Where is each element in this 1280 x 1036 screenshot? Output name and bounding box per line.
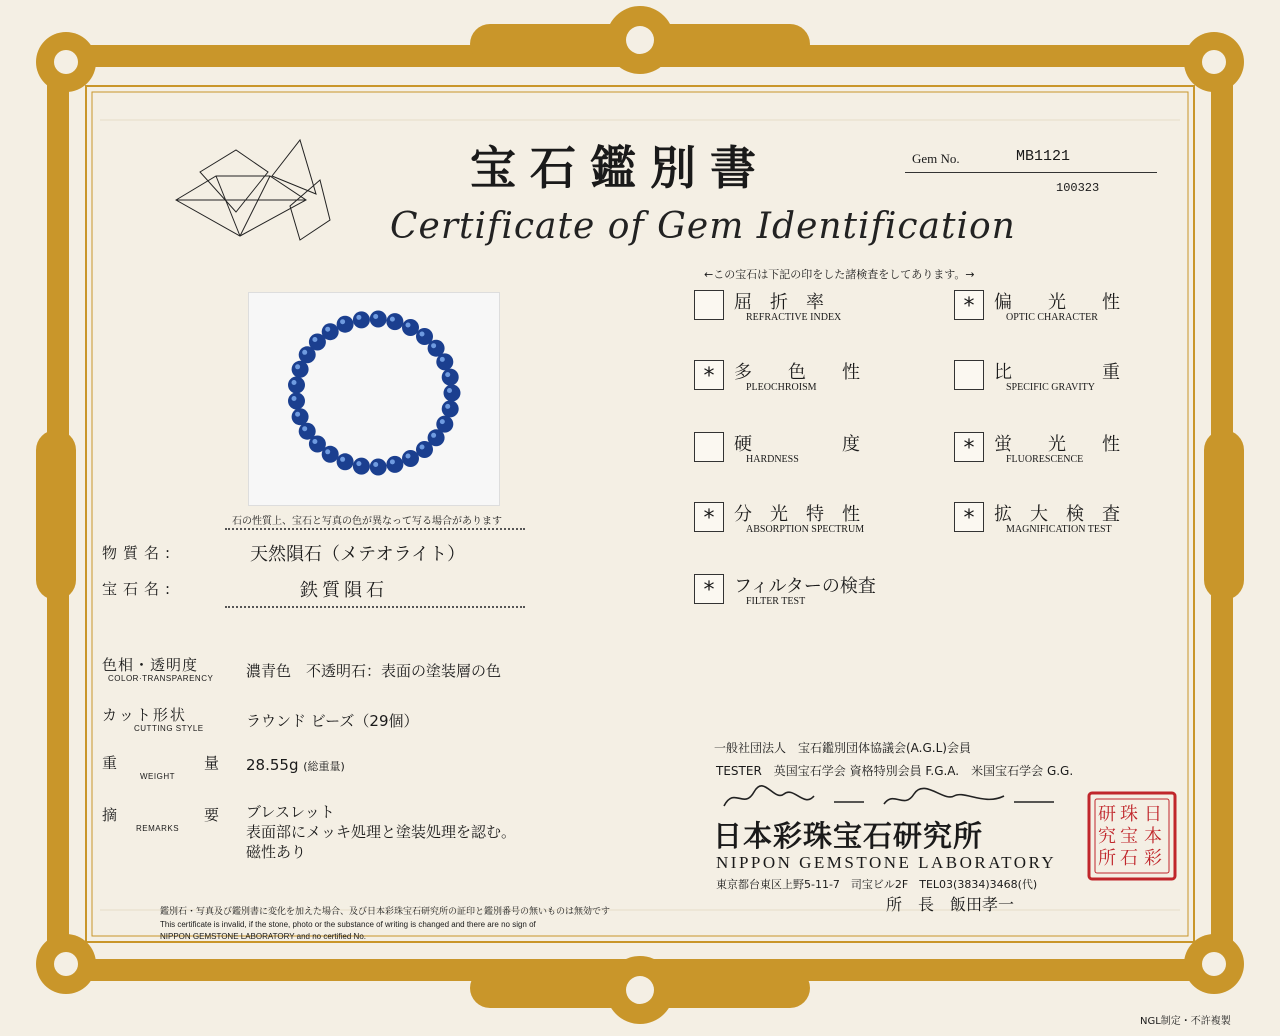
- gem-photo: [248, 292, 500, 506]
- bead: [353, 311, 370, 328]
- test-label-en: OPTIC CHARACTER: [1006, 312, 1098, 323]
- bead: [337, 316, 354, 333]
- gem-name-value: 鉄質隕石: [300, 580, 388, 601]
- test-checkbox: [954, 360, 984, 390]
- gem-no-sub: 100323: [1056, 181, 1100, 195]
- agl-line: 一般社団法人 宝石鑑別団体協議会(A.G.L)会員: [714, 741, 971, 755]
- weight-label-en: WEIGHT: [140, 772, 175, 781]
- cut-label-en: CUTTING STYLE: [134, 724, 204, 733]
- bead: [386, 313, 403, 330]
- corner-note: NGL制定・不許複製: [1140, 1016, 1231, 1027]
- bead-highlight: [390, 317, 395, 322]
- bead-highlight: [302, 350, 307, 355]
- svg-text:究: 究: [1098, 826, 1116, 847]
- footer-en-1: This certificate is invalid, if the stone, photo or the substance of writing is changed and there are no sign of: [160, 920, 536, 929]
- lab-director: 所 長 飯田孝一: [886, 895, 1015, 914]
- certificate-subtitle: Certificate of Gem Identification: [390, 206, 1016, 247]
- svg-text:所: 所: [1098, 848, 1116, 869]
- cut-label: カット形状: [102, 706, 187, 724]
- bead: [402, 319, 419, 336]
- bead: [370, 459, 387, 476]
- bead-highlight: [356, 461, 361, 466]
- bead: [444, 385, 461, 402]
- svg-text:珠: 珠: [1120, 804, 1138, 825]
- svg-text:石: 石: [1120, 848, 1138, 869]
- test-label: 比 重: [994, 362, 1120, 383]
- bead-highlight: [406, 454, 411, 459]
- tests-header: ←この宝石は下記の印をした諸検査をしてあります。→: [704, 268, 975, 281]
- test-label: 分 光 特 性: [734, 504, 860, 525]
- lab-seal: [1086, 790, 1178, 882]
- bead-highlight: [295, 412, 300, 417]
- bead: [370, 311, 387, 328]
- bead: [416, 441, 433, 458]
- color-label: 色相・透明度: [102, 656, 199, 674]
- bead-highlight: [340, 319, 345, 324]
- bead: [442, 369, 459, 386]
- test-label: フィルターの検査: [734, 576, 876, 597]
- svg-text:宝: 宝: [1120, 826, 1138, 847]
- test-checkbox: *: [954, 432, 984, 462]
- color-value: 濃青色 不透明石：表面の塗装層の色: [246, 662, 502, 680]
- test-label: 蛍 光 性: [994, 434, 1120, 455]
- bead-highlight: [292, 396, 297, 401]
- gem-no-label: Gem No.: [912, 151, 960, 166]
- test-label: 屈 折 率: [734, 292, 824, 313]
- bead-highlight: [420, 445, 425, 450]
- gem-no-value: MB1121: [1016, 148, 1071, 165]
- bead: [353, 458, 370, 475]
- weight-note: (総重量): [303, 760, 345, 773]
- certificate-title: 宝石鑑別書: [470, 141, 770, 195]
- bead-highlight: [373, 314, 378, 319]
- weight-label-2: 量: [204, 754, 226, 772]
- bead-highlight: [312, 337, 317, 342]
- bead-highlight: [406, 323, 411, 328]
- bead: [337, 453, 354, 470]
- remarks-label-1: 摘: [102, 806, 124, 824]
- remarks-label-en: REMARKS: [136, 824, 180, 833]
- color-label-en: COLOR·TRANSPARENCY: [108, 674, 214, 683]
- weight-label-1: 重: [102, 754, 124, 772]
- test-label: 拡 大 検 査: [994, 504, 1120, 525]
- bead: [288, 393, 305, 410]
- svg-text:本: 本: [1144, 826, 1162, 847]
- test-label: 硬 度: [734, 434, 860, 455]
- lab-name-ja: 日本彩珠宝石研究所: [713, 819, 984, 853]
- test-checkbox: [694, 290, 724, 320]
- svg-text:日: 日: [1144, 804, 1162, 825]
- material-value: 天然隕石（メテオライト）: [250, 544, 466, 565]
- remarks-label-2: 要: [204, 806, 226, 824]
- remarks-line: ブレスレット: [246, 803, 335, 821]
- tests-header-text: この宝石は下記の印をした諸検査をしてあります。: [713, 268, 966, 281]
- bead: [402, 450, 419, 467]
- bead-highlight: [292, 380, 297, 385]
- bead: [288, 377, 305, 394]
- bead-highlight: [302, 426, 307, 431]
- bead: [292, 408, 309, 425]
- bead-highlight: [390, 459, 395, 464]
- bead: [299, 423, 316, 440]
- test-checkbox: *: [694, 574, 724, 604]
- test-checkbox: *: [694, 360, 724, 390]
- test-label-en: FILTER TEST: [746, 596, 806, 607]
- bead-highlight: [445, 404, 450, 409]
- signature: [714, 782, 1084, 814]
- bead: [322, 323, 339, 340]
- divider: [225, 528, 525, 530]
- bead-highlight: [312, 439, 317, 444]
- weight-number: 28.55g: [246, 756, 299, 774]
- bead: [436, 353, 453, 370]
- test-checkbox: *: [954, 502, 984, 532]
- bead-highlight: [431, 433, 436, 438]
- test-checkbox: *: [954, 290, 984, 320]
- tester-line: TESTER 英国宝石学会 資格特別会員 F.G.A. 米国宝石学会 G.G.: [716, 764, 1074, 778]
- cut-value: ラウンド ビーズ（29個）: [246, 712, 419, 730]
- bead-highlight: [373, 462, 378, 467]
- lab-address: 東京都台東区上野5-11-7 司宝ビル2F TEL03(3834)3468(代): [716, 878, 1038, 891]
- test-label-en: REFRACTIVE INDEX: [746, 312, 842, 323]
- bead-highlight: [356, 315, 361, 320]
- remarks-value: [246, 802, 516, 862]
- bead-highlight: [420, 332, 425, 337]
- bead-highlight: [440, 419, 445, 424]
- bead-highlight: [340, 457, 345, 462]
- test-label-en: PLEOCHROISM: [746, 382, 817, 393]
- test-label-en: ABSORPTION SPECTRUM: [746, 524, 865, 535]
- bead-highlight: [440, 357, 445, 362]
- material-label: 物質名:: [102, 544, 177, 562]
- test-label-en: MAGNIFICATION TEST: [1006, 524, 1112, 535]
- divider: [225, 606, 525, 608]
- weight-value: [246, 756, 345, 774]
- bead-highlight: [447, 388, 452, 393]
- bracelet-photo: [249, 293, 499, 505]
- bead: [292, 361, 309, 378]
- footer-en-2: NIPPON GEMSTONE LABORATORY and no certified No.: [160, 932, 367, 941]
- photo-note: 石の性質上、宝石と写真の色が異なって写る場合があります: [232, 516, 502, 527]
- bead: [386, 456, 403, 473]
- test-label-en: FLUORESCENCE: [1006, 454, 1084, 465]
- bead-highlight: [295, 364, 300, 369]
- svg-text:彩: 彩: [1144, 848, 1162, 869]
- bead-highlight: [325, 449, 330, 454]
- gem-name-label: 宝石名:: [102, 580, 177, 598]
- lab-name-en: NIPPON GEMSTONE LABORATORY: [716, 853, 1057, 872]
- svg-text:研: 研: [1098, 804, 1116, 825]
- bead-highlight: [445, 372, 450, 377]
- gem-no-underline: [905, 172, 1157, 173]
- test-label: 偏 光 性: [994, 292, 1120, 313]
- footer-ja: 鑑別石・写真及び鑑別書に変化を加えた場合、及び日本彩珠宝石研究所の証印と鑑別番号の無いものは無効です: [160, 907, 611, 917]
- bead: [442, 400, 459, 417]
- bead-highlight: [431, 343, 436, 348]
- bead-highlight: [325, 327, 330, 332]
- test-label-en: SPECIFIC GRAVITY: [1006, 382, 1095, 393]
- test-checkbox: [694, 432, 724, 462]
- test-label: 多 色 性: [734, 362, 860, 383]
- test-checkbox: *: [694, 502, 724, 532]
- test-label-en: HARDNESS: [746, 454, 799, 465]
- remarks-line: 磁性あり: [246, 843, 307, 861]
- remarks-line: 表面部にメッキ処理と塗装処理を認む。: [246, 823, 517, 841]
